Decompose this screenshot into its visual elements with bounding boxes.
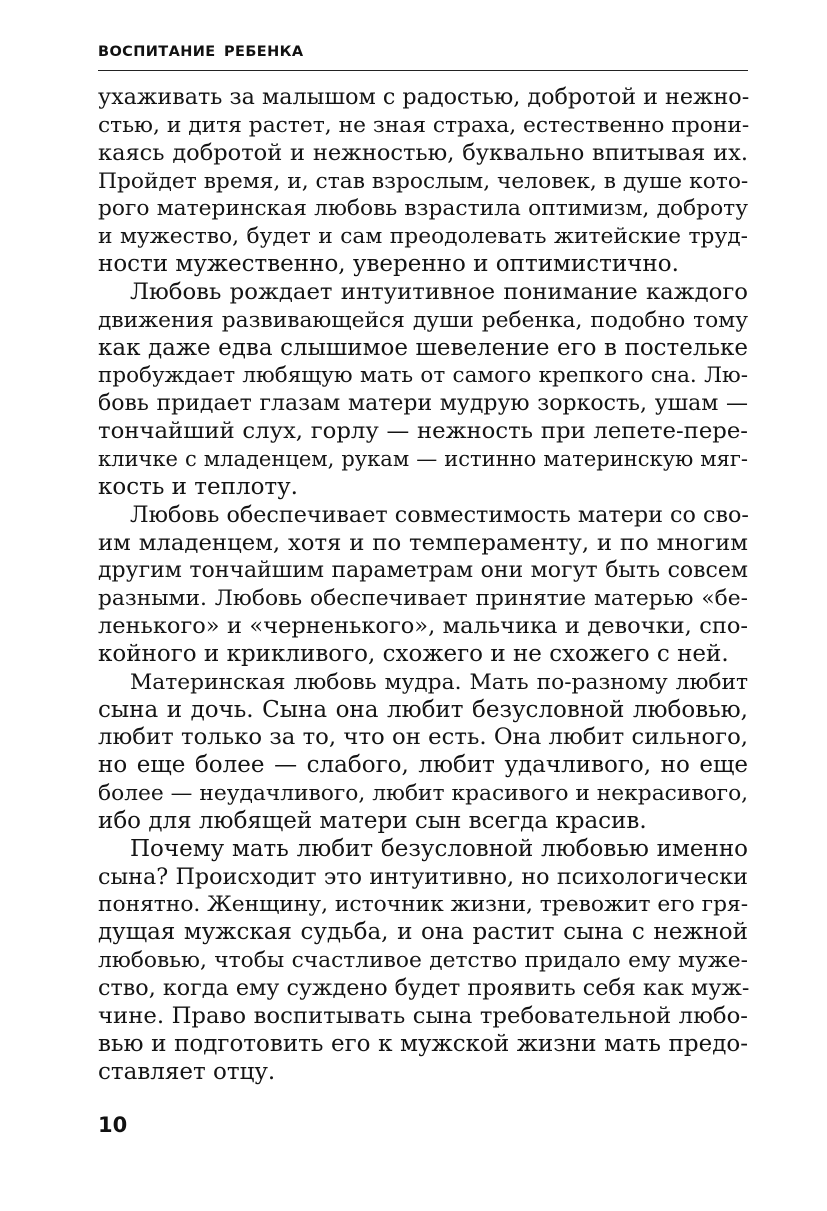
text-line: дущая мужская судьба, и она растит сына с нежной bbox=[98, 919, 748, 946]
text-line: ленького» и «черненького», мальчика и девочки, спо- bbox=[98, 613, 748, 640]
paragraph bbox=[98, 84, 748, 279]
text-line: рого материнская любовь взрастила оптимизм, доброту bbox=[98, 196, 748, 222]
text-line: вью и подготовить его к мужской жизни мать предо- bbox=[98, 1030, 748, 1057]
header-rule bbox=[98, 70, 748, 71]
page-number: 10 bbox=[98, 1113, 128, 1137]
text-line: пробуждает любящую мать от самого крепкого сна. Лю- bbox=[98, 363, 748, 389]
text-line: чине. Право воспитывать сына требовательной любо- bbox=[98, 1002, 748, 1029]
text-line: любовью, чтобы счастливое детство придало ему муже- bbox=[98, 948, 748, 974]
text-line: стью, и дитя растет, не зная страха, естественно прони- bbox=[98, 112, 750, 138]
text-line: более — неудачливого, любит красивого и некрасивого, bbox=[98, 781, 749, 807]
paragraph bbox=[98, 279, 748, 502]
text-line: разными. Любовь обеспечивает принятие матерью «бе- bbox=[98, 586, 748, 612]
text-line: ности мужественно, уверенно и оптимистично. bbox=[98, 251, 679, 278]
running-header: ВОСПИТАНИЕ РЕБЕНКА bbox=[98, 44, 304, 60]
text-line: любит только за то, что он есть. Она любит сильного, bbox=[98, 724, 748, 751]
text-line: койного и крикливого, схожего и не схожего с ней. bbox=[98, 640, 729, 667]
paragraph bbox=[98, 502, 748, 669]
text-line: бовь придает глазам матери мудрую зоркость, ушам — bbox=[98, 391, 748, 417]
text-line: тончайший слух, горлу — нежность при лепете-пере- bbox=[98, 418, 748, 445]
text-line: понятно. Женщину, источник жизни, тревожит его гря- bbox=[98, 892, 749, 918]
text-line: Материнская любовь мудра. Мать по-разному любит bbox=[130, 669, 748, 695]
text-line: ухаживать за малышом с радостью, добротой и нежно- bbox=[98, 84, 750, 110]
text-line: кость и теплоту. bbox=[98, 473, 298, 500]
text-line: каясь добротой и нежностью, буквально впитывая их. bbox=[98, 139, 748, 166]
text-line: Пройдет время, и, став взрослым, человек, в душе кото- bbox=[98, 168, 749, 194]
text-line: кличке с младенцем, рукам — истинно материнскую мяг- bbox=[98, 446, 748, 471]
text-line: ибо для любящей матери сын всегда красив. bbox=[98, 807, 647, 834]
text-line: ставляет отцу. bbox=[98, 1058, 276, 1085]
text-line: сына? Происходит это интуитивно, но психологически bbox=[98, 863, 748, 890]
text-line: сына и дочь. Сына она любит безусловной любовью, bbox=[98, 696, 748, 723]
paragraph bbox=[98, 669, 748, 836]
text-line: другим тончайшим параметрам они могут быть совсем bbox=[98, 558, 748, 584]
text-line: Любовь рождает интуитивное понимание каждого bbox=[130, 278, 748, 305]
text-line: и мужество, будет и сам преодолевать житейские труд- bbox=[98, 224, 748, 250]
text-line: Почему мать любит безусловной любовью именно bbox=[130, 835, 748, 862]
text-line: ство, когда ему суждено будет проявить себя как муж- bbox=[98, 975, 750, 1001]
text-line: Любовь обеспечивает совместимость матери со сво- bbox=[130, 501, 749, 528]
text-line: как даже едва слышимое шевеление его в постельке bbox=[98, 334, 748, 361]
text-line: но еще более — слабого, любит удачливого, но еще bbox=[98, 752, 748, 779]
text-line: движения развивающейся души ребенка, подобно тому bbox=[98, 307, 748, 333]
text-line: им младенцем, хотя и по темпераменту, и по многим bbox=[98, 529, 748, 556]
body-text bbox=[98, 84, 748, 1086]
paragraph bbox=[98, 836, 748, 1087]
